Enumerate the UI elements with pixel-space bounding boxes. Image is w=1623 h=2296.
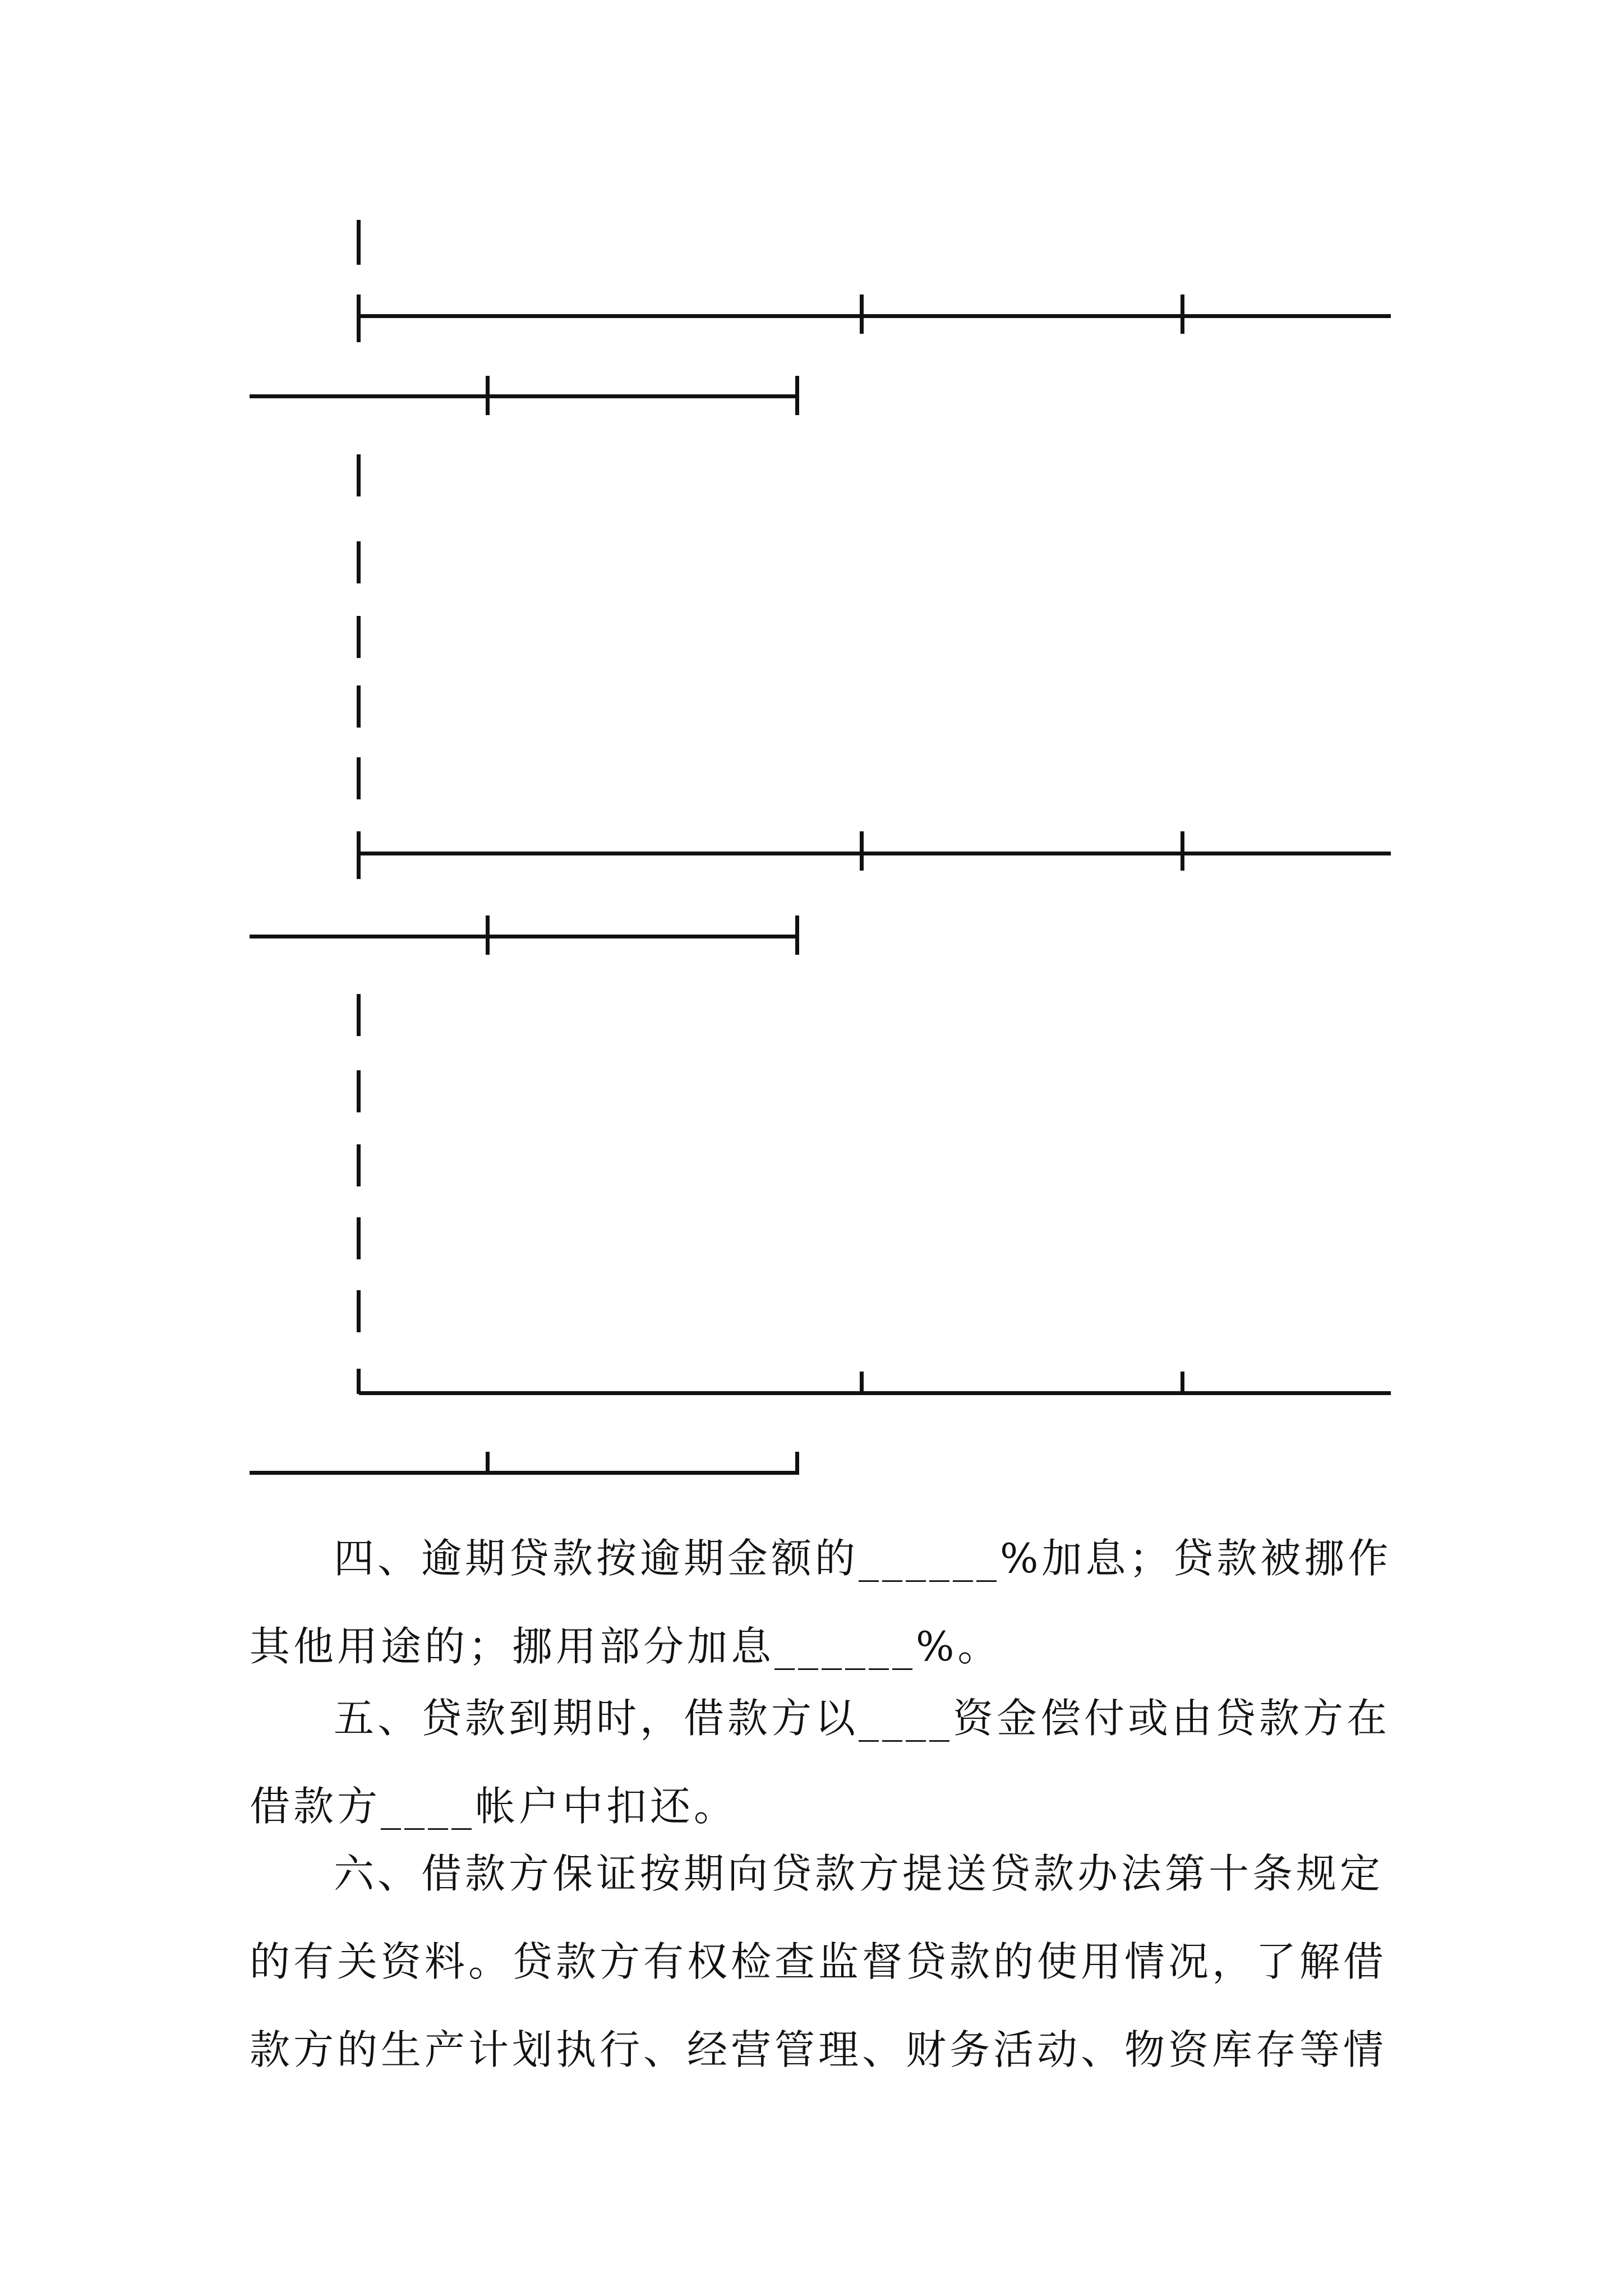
table-corner-tick [357,1369,361,1394]
table-vertical-tick [357,541,361,583]
table-cross-tick [486,1452,490,1474]
table-vertical-tick [357,1144,361,1186]
table-row-divider [359,314,1391,318]
table-cross-tick [357,295,361,342]
table-vertical-tick [357,1070,361,1112]
table-cross-tick [357,831,361,879]
table-vertical-tick [357,454,361,496]
table-cross-tick [1181,831,1184,871]
clause-6-line-1: 六、借款方保证按期向贷款方提送贷款办法第十条规定 [334,1850,1384,1897]
clause-6-line-3: 款方的生产计划执行、经营管理、财务活动、物资库存等情 [250,2026,1387,2073]
table-vertical-tick [357,220,361,265]
table-vertical-tick [357,994,361,1036]
table-cross-tick [795,376,799,415]
clause-5-repayment [250,1674,1394,1851]
table-row-divider [250,935,799,938]
table-vertical-tick [357,616,361,658]
table-cross-tick [795,915,799,955]
table-corner-tick [795,1452,799,1474]
table-cross-tick [486,915,490,955]
clause-6-line-2: 的有关资料。贷款方有权检查监督贷款的使用情况，了解借 [250,1938,1387,1985]
table-cross-tick [486,376,490,415]
table-vertical-tick [357,757,361,799]
clause-5-line-2: 借款方____帐户中扣还。 [250,1783,738,1830]
clause-4-overdue-interest [250,1515,1394,1691]
clause-5-line-1: 五、贷款到期时，借款方以____资金偿付或由贷款方在 [334,1695,1391,1742]
table-cross-tick [1181,295,1184,334]
clause-4-line-1: 四、逾期贷款按逾期金额的______%加息；贷款被挪作 [334,1535,1392,1582]
table-cross-tick [860,295,864,334]
table-vertical-tick [357,685,361,728]
table-cross-tick [1181,1372,1184,1394]
table-vertical-tick [357,1290,361,1332]
table-row-divider [250,394,799,398]
table-bottom-border [250,1471,799,1475]
table-vertical-tick [357,1217,361,1259]
clause-6-borrower-obligations [250,1830,1394,2094]
clause-4-line-2: 其他用途的；挪用部分加息______%。 [250,1623,1002,1670]
table-row-divider [359,852,1391,855]
table-cross-tick [860,1372,864,1394]
table-cross-tick [860,831,864,871]
table-bottom-border [359,1391,1391,1395]
